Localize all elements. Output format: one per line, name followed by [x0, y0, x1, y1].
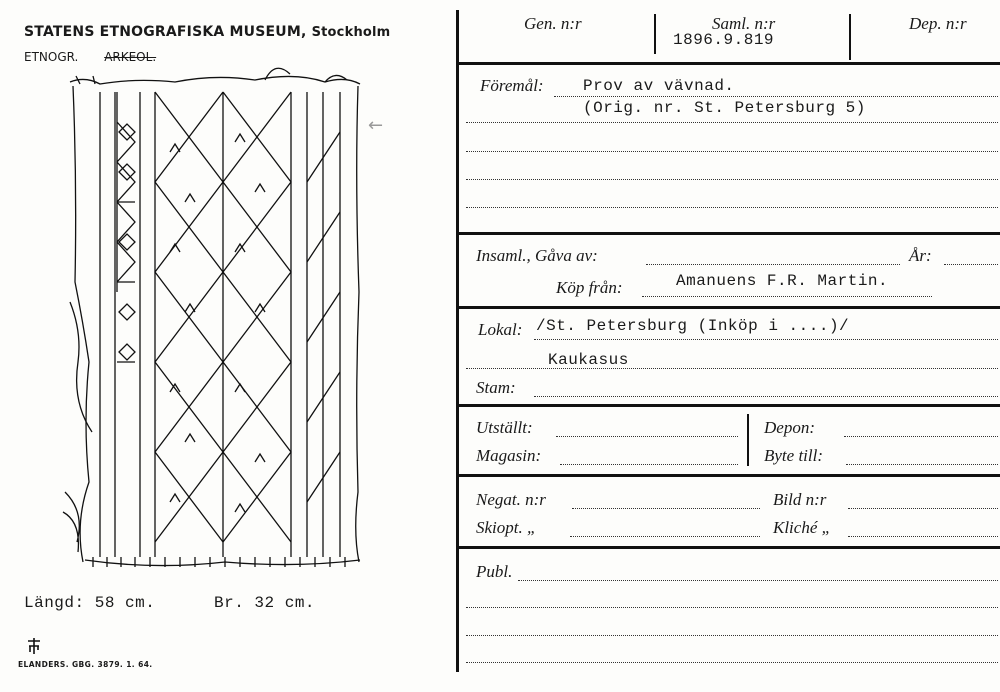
lokal-label: Lokal:: [478, 320, 523, 339]
foremal-label: Föremål:: [480, 76, 544, 95]
dotted-line: [554, 96, 998, 97]
arrow-left-icon: ←: [368, 115, 384, 136]
kop-value: Amanuens F.R. Martin.: [676, 272, 889, 290]
divider: [849, 14, 851, 60]
lokal-value: /St. Petersburg (Inköp i ....)/: [536, 317, 850, 335]
dotted-line: [642, 296, 932, 297]
textile-sample-drawing: [55, 62, 400, 574]
byte-label: Byte till:: [764, 446, 824, 465]
depon-label: Depon:: [764, 418, 815, 437]
divider: [747, 414, 749, 466]
dotted-line: [534, 396, 998, 397]
gen-nr-label: Gen. n:r: [524, 14, 582, 33]
dotted-line: [466, 368, 998, 369]
stam-label: Stam:: [476, 378, 516, 397]
foremal-value: Prov av vävnad.: [583, 77, 735, 95]
dotted-line: [466, 122, 998, 123]
kliche-label: Kliché „: [773, 518, 832, 537]
museum-name: STATENS ETNOGRAFISKA MUSEUM, Stockholm: [24, 24, 391, 40]
dotted-line: [560, 464, 738, 465]
magasin-label: Magasin:: [476, 446, 542, 465]
length-value: Längd: 58 cm.: [24, 594, 156, 612]
dotted-line: [572, 508, 760, 509]
dotted-line: [518, 580, 998, 581]
rule: [456, 306, 1000, 309]
bild-label: Bild n:r: [773, 490, 827, 509]
publ-label: Publ.: [476, 562, 513, 581]
dotted-line: [466, 179, 998, 180]
kop-label: Köp från:: [556, 278, 623, 297]
dotted-line: [846, 464, 998, 465]
rule: [456, 232, 1000, 235]
negat-label: Negat. n:r: [476, 490, 546, 509]
width-value: Br. 32 cm.: [214, 594, 316, 612]
dotted-line: [466, 151, 998, 152]
lokal-region-value: Kaukasus: [548, 351, 629, 369]
dotted-line: [848, 536, 998, 537]
rule: [456, 62, 1000, 65]
department-line: ETNOGR. ARKEOL.: [24, 50, 157, 64]
dotted-line: [534, 339, 998, 340]
dotted-line: [944, 264, 998, 265]
dotted-line: [848, 508, 998, 509]
utstallt-label: Utställt:: [476, 418, 533, 437]
dotted-line: [570, 536, 760, 537]
printer-imprint: ELANDERS. GBG. 3879. 1. 64.: [18, 660, 153, 669]
skiopt-label: Skiopt. „: [476, 518, 537, 537]
dep-nr-label: Dep. n:r: [909, 14, 967, 33]
dotted-line: [646, 264, 900, 265]
dotted-line: [466, 207, 998, 208]
saml-nr-value: 1896.9.819: [673, 31, 775, 49]
year-label: År:: [909, 246, 932, 265]
rule: [456, 474, 1000, 477]
rule: [456, 404, 1000, 407]
saml-nr-label: Saml. n:r: [712, 14, 776, 33]
rule: [456, 546, 1000, 549]
dotted-line: [466, 635, 998, 636]
foremal-orig-value: (Orig. nr. St. Petersburg 5): [583, 99, 866, 117]
dotted-line: [556, 436, 738, 437]
insaml-label: Insaml., Gåva av:: [476, 246, 598, 265]
dotted-line: [844, 436, 998, 437]
printer-logo-icon: [26, 637, 42, 655]
dotted-line: [466, 607, 998, 608]
card-divider: [456, 10, 459, 672]
divider: [654, 14, 656, 54]
dotted-line: [466, 662, 998, 663]
